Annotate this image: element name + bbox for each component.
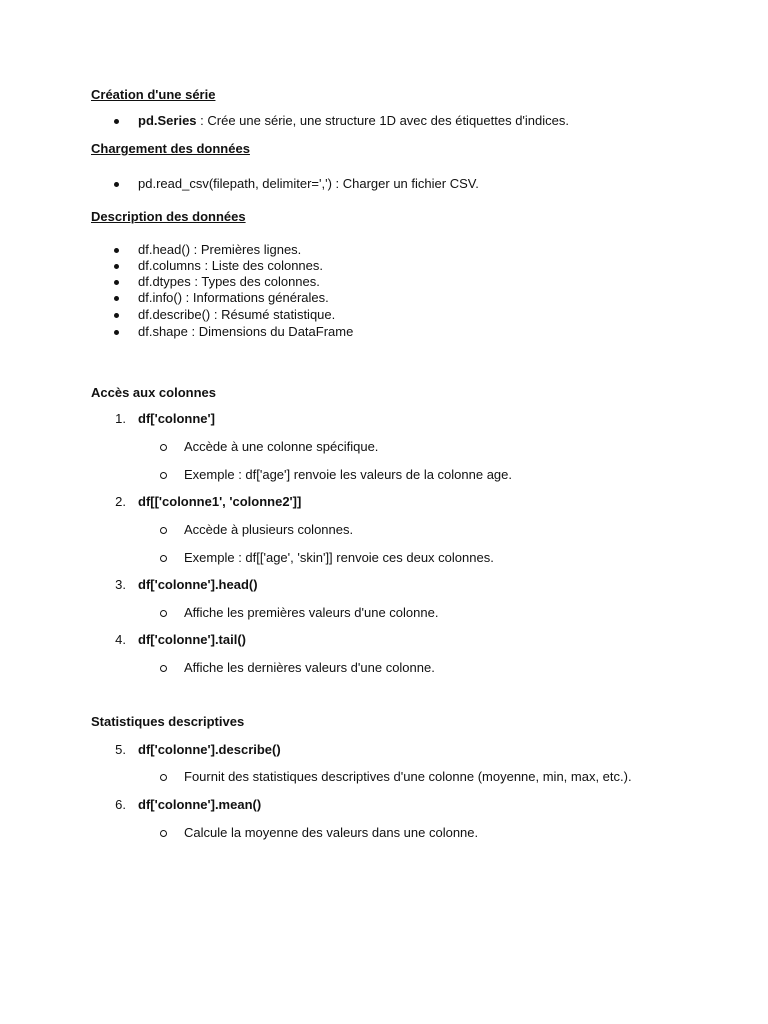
sub-item: Calcule la moyenne des valeurs dans une colonne. — [184, 825, 479, 840]
list-item: df.describe() : Résumé statistique. — [138, 307, 336, 322]
sub-bullet-circle — [160, 555, 167, 562]
list-number: 3. — [115, 577, 126, 592]
sub-item: Affiche les dernières valeurs d'une colonne. — [184, 660, 435, 675]
list-number: 4. — [115, 632, 126, 647]
bullet-dot — [114, 330, 119, 335]
bullet-dot — [114, 313, 119, 318]
code-item: df['colonne'].tail() — [138, 632, 246, 647]
sub-bullet-circle — [160, 472, 167, 479]
list-item: df.shape : Dimensions du DataFrame — [138, 324, 354, 339]
list-item: df.columns : Liste des colonnes. — [138, 258, 323, 273]
sub-bullet-circle — [160, 444, 167, 451]
bullet-dot — [114, 119, 119, 124]
bullet-dot — [114, 296, 119, 301]
list-number: 5. — [115, 742, 126, 757]
sub-item: Exemple : df[['age', 'skin']] renvoie ces deux colonnes. — [184, 550, 494, 565]
list-item: pd.read_csv(filepath, delimiter=',') : Charger un fichier CSV. — [138, 176, 479, 191]
section-heading-description: Description des données — [91, 209, 246, 224]
sub-bullet-circle — [160, 774, 167, 781]
section-heading-creation: Création d'une série — [91, 87, 216, 102]
bullet-dot — [114, 182, 119, 187]
list-item: df.dtypes : Types des colonnes. — [138, 274, 320, 289]
sub-item: Accède à une colonne spécifique. — [184, 439, 379, 454]
sub-bullet-circle — [160, 527, 167, 534]
sub-bullet-circle — [160, 610, 167, 617]
bullet-dot — [114, 280, 119, 285]
sub-item: Fournit des statistiques descriptives d'une colonne (moyenne, min, max, etc.). — [184, 769, 632, 784]
code-item: df[['colonne1', 'colonne2']] — [138, 494, 302, 509]
code-item: df['colonne'].head() — [138, 577, 258, 592]
item-term: pd.Series — [138, 113, 197, 128]
code-item: df['colonne'].describe() — [138, 742, 281, 757]
code-item: df['colonne'] — [138, 411, 215, 426]
code-item: df['colonne'].mean() — [138, 797, 262, 812]
list-item: df.head() : Premières lignes. — [138, 242, 302, 257]
item-desc: : Crée une série, une structure 1D avec des étiquettes d'indices. — [196, 113, 569, 128]
section-heading-chargement: Chargement des données — [91, 141, 250, 156]
bullet-dot — [114, 264, 119, 269]
list-number: 6. — [115, 797, 126, 812]
sub-item: Accède à plusieurs colonnes. — [184, 522, 354, 537]
sub-bullet-circle — [160, 830, 167, 837]
section-heading-stats: Statistiques descriptives — [91, 714, 245, 729]
list-number: 2. — [115, 494, 126, 509]
section-heading-acces: Accès aux colonnes — [91, 385, 216, 400]
bullet-dot — [114, 248, 119, 253]
sub-bullet-circle — [160, 665, 167, 672]
sub-item: Affiche les premières valeurs d'une colonne. — [184, 605, 439, 620]
list-number: 1. — [115, 411, 126, 426]
list-item: df.info() : Informations générales. — [138, 290, 329, 305]
list-item-pd-series — [138, 113, 569, 129]
sub-item: Exemple : df['age'] renvoie les valeurs de la colonne age. — [184, 467, 512, 482]
